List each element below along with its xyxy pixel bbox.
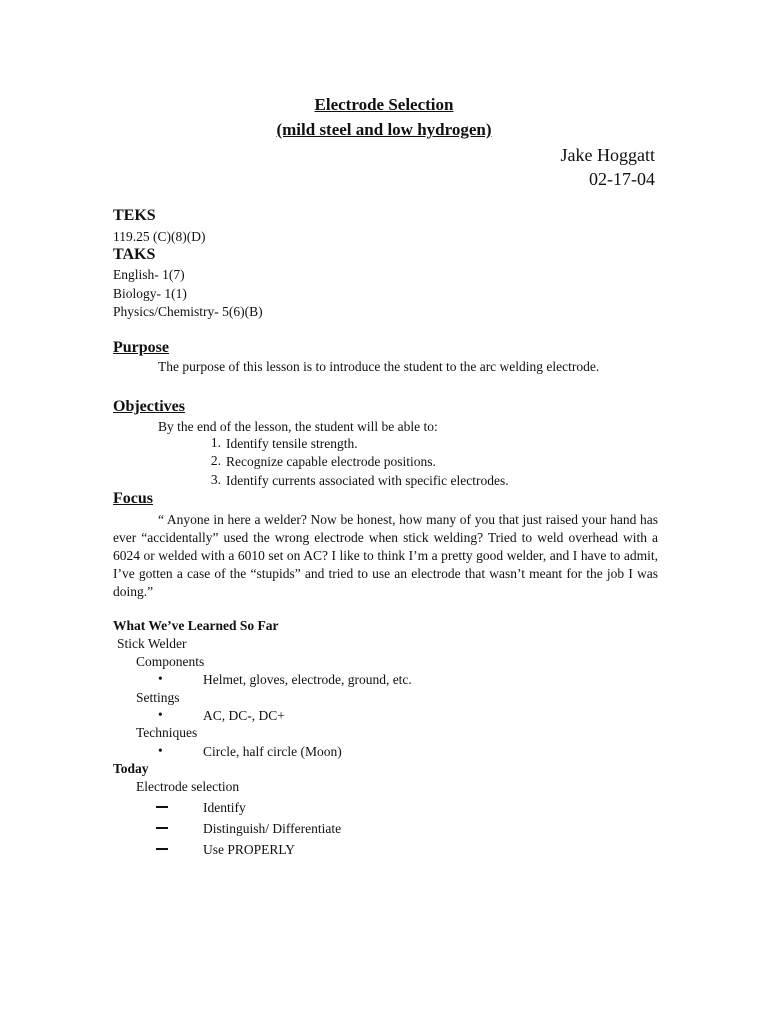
today-item: Identify <box>203 800 246 815</box>
document-subtitle: (mild steel and low hydrogen) <box>276 120 492 139</box>
objectives-heading: Objectives <box>113 398 185 415</box>
purpose-text: The purpose of this lesson is to introduce the student to the arc welding electrode. <box>158 359 600 374</box>
techniques-item: Circle, half circle (Moon) <box>203 744 342 759</box>
taks-item: Biology- 1(1) <box>113 286 187 301</box>
today-item: Use PROPERLY <box>203 842 296 857</box>
taks-heading: TAKS <box>113 246 156 263</box>
components-label: Components <box>136 654 205 669</box>
taks-item: Physics/Chemistry- 5(6)(B) <box>113 304 263 319</box>
bullet-icon: • <box>158 707 163 722</box>
settings-label: Settings <box>136 690 180 705</box>
objective-number: 3. <box>210 472 221 487</box>
teks-code: 119.25 (C)(8)(D) <box>113 229 206 244</box>
purpose-heading: Purpose <box>113 339 169 356</box>
today-item: Distinguish/ Differentiate <box>203 821 342 836</box>
objective-text: Recognize capable electrode positions. <box>226 454 436 469</box>
taks-item: English- 1(7) <box>113 267 185 282</box>
focus-text: “ Anyone in here a welder? Now be honest, how many of you that just raised your hand has ever “accidentally” used the wrong electrode when stick welding? Tried to weld overhead with a 6024 or welded with a 6010 set on AC? I like to think I’m a pretty good welder, and I have to admit, I’ve gotten a case of the “stupids” and tried to use an electrode that wasn’t meant for the job I was doing.” <box>113 512 658 599</box>
dash-icon <box>156 806 168 808</box>
settings-item: AC, DC-, DC+ <box>203 708 285 723</box>
objective-number: 1. <box>210 435 221 450</box>
author-name: Jake Hoggatt <box>560 145 655 165</box>
objective-number: 2. <box>210 453 221 468</box>
learned-subheading: Stick Welder <box>117 636 187 651</box>
focus-heading: Focus <box>113 490 153 507</box>
techniques-label: Techniques <box>136 725 198 740</box>
dash-icon <box>156 848 168 850</box>
teks-heading: TEKS <box>113 207 156 224</box>
bullet-icon: • <box>158 671 163 686</box>
document-date: 02-17-04 <box>589 169 655 189</box>
objectives-intro: By the end of the lesson, the student will be able to: <box>158 419 438 434</box>
objective-text: Identify tensile strength. <box>226 436 358 451</box>
document-title: Electrode Selection <box>314 95 454 114</box>
today-heading: Today <box>113 761 149 776</box>
components-item: Helmet, gloves, electrode, ground, etc. <box>203 672 412 687</box>
objective-text: Identify currents associated with specific electrodes. <box>226 473 509 488</box>
learned-heading: What We’ve Learned So Far <box>113 618 279 633</box>
dash-icon <box>156 827 168 829</box>
bullet-icon: • <box>158 743 163 758</box>
today-subheading: Electrode selection <box>136 779 240 794</box>
